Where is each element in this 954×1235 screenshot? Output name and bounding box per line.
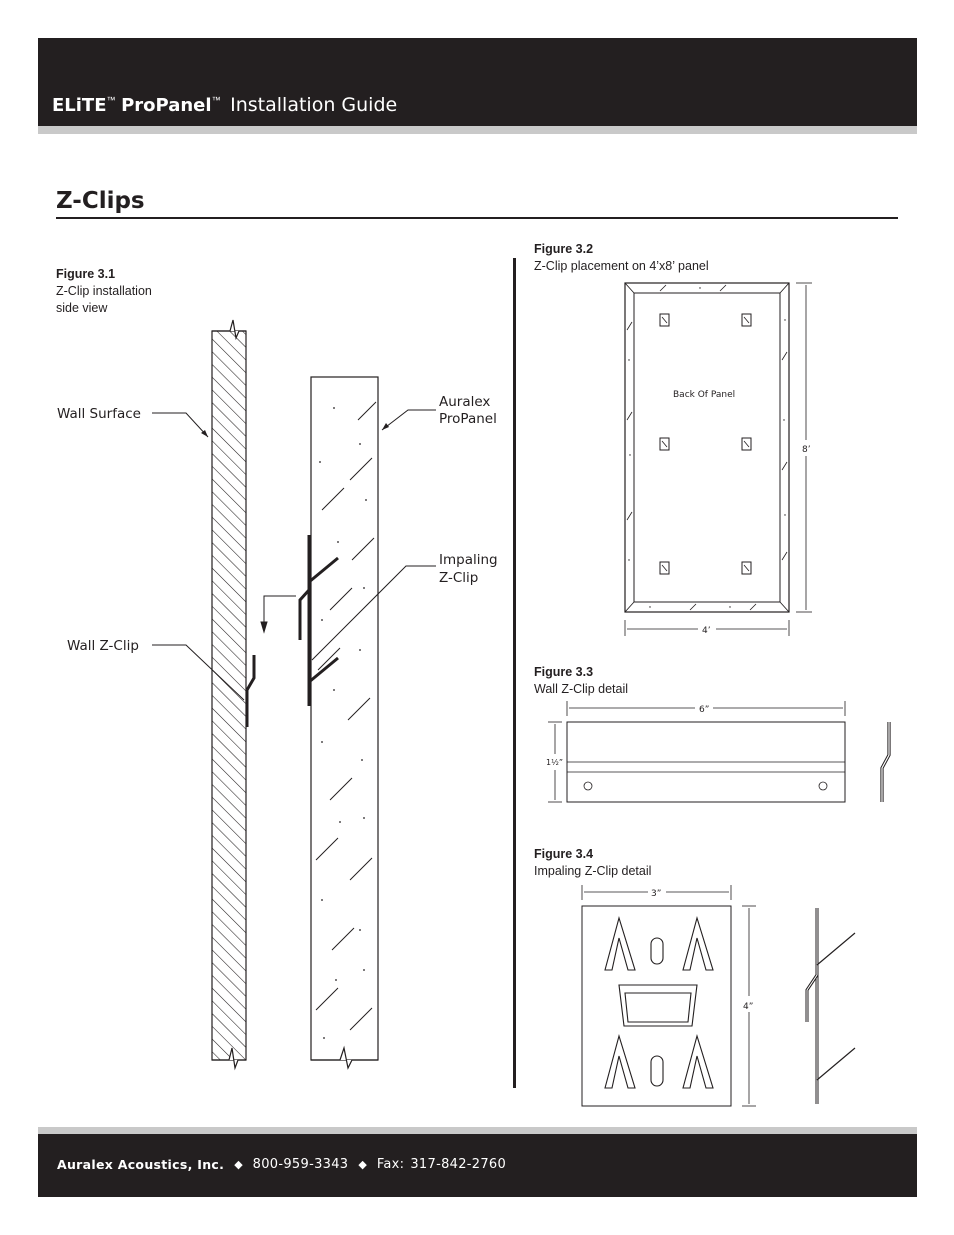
wall-section [212, 320, 246, 1068]
figure-3-4-drawing [582, 885, 855, 1106]
figure-number: Figure 3.4 [534, 847, 594, 861]
wall-zclip [247, 655, 254, 727]
callout-propanel: ProPanel [439, 411, 497, 427]
brand-elite: ELiTE [52, 95, 107, 116]
figure-number: Figure 3.3 [534, 665, 594, 679]
figure-caption: Impaling Z-Clip detail [534, 864, 652, 878]
section-title: Z-Clips [56, 188, 145, 214]
back-of-panel-label: Back Of Panel [673, 390, 736, 400]
dimension-1-5in-label: 1½” [546, 758, 563, 767]
impaling-zclip-profile [807, 908, 855, 1104]
propanel-section [311, 377, 378, 1068]
figure-3-1-drawing [57, 320, 498, 1068]
figure-caption: Wall Z-Clip detail [534, 682, 629, 696]
dimension-3in-label: 3” [651, 889, 662, 899]
figure-caption: Z-Clip placement on 4’x8’ panel [534, 259, 709, 273]
figure-3-2-drawing [625, 283, 812, 636]
company-name: Auralex Acoustics, Inc. [57, 1157, 225, 1172]
brand-propanel: ProPanel [121, 95, 212, 116]
fax-number: 317-842-2760 [410, 1157, 507, 1172]
footer-contact [57, 1157, 506, 1172]
trademark-1: ™ [106, 95, 116, 105]
fax-label: Fax: [376, 1157, 405, 1172]
figure-3-3-drawing [546, 701, 889, 802]
callout-wall-zclip: Wall Z-Clip [67, 638, 139, 654]
dimension-4in-label: 4” [743, 1002, 754, 1012]
dimension-4ft-label: 4’ [702, 626, 711, 636]
figure-caption: side view [56, 301, 108, 315]
figure-number: Figure 3.1 [56, 267, 116, 281]
callout-impaling: Impaling [439, 552, 498, 568]
mounting-hole-icon [819, 782, 827, 790]
diamond-separator-icon: ◆ [234, 1159, 243, 1171]
callout-wall-surface: Wall Surface [57, 406, 141, 422]
phone-number: 800-959-3343 [252, 1157, 349, 1172]
dimension-6in-label: 6” [699, 705, 710, 715]
diamond-separator-icon: ◆ [358, 1159, 367, 1171]
guide-subtitle: Installation Guide [230, 94, 398, 116]
figure-number: Figure 3.2 [534, 242, 594, 256]
down-arrow-icon [261, 596, 296, 632]
dimension-8ft-label: 8’ [802, 445, 811, 455]
callout-auralex: Auralex [439, 394, 491, 410]
mounting-hole-icon [584, 782, 592, 790]
callout-impaling-zclip: Z-Clip [439, 570, 479, 586]
figure-caption: Z-Clip installation [56, 284, 152, 298]
trademark-2: ™ [211, 95, 221, 105]
